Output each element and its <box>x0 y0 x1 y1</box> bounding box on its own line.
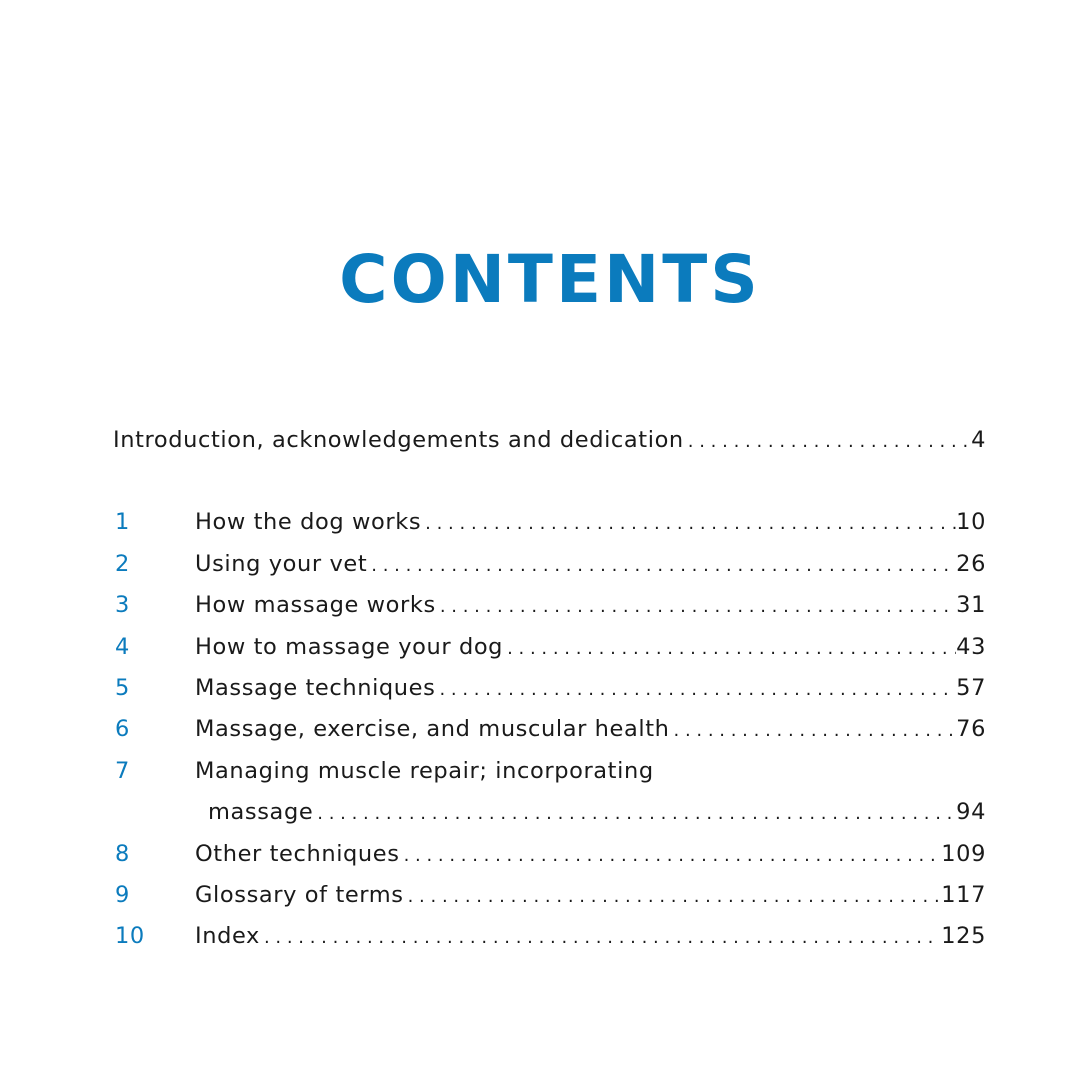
toc-page-number: 109 <box>941 840 986 867</box>
dot-leader <box>313 793 956 833</box>
chapter-title: Other techniques <box>195 840 400 867</box>
chapter-number: 3 <box>115 592 130 619</box>
toc-entry-chapter-7[interactable] <box>113 751 986 792</box>
chapter-number: 6 <box>115 716 130 743</box>
chapter-title: Managing muscle repair; incorporating <box>195 757 654 784</box>
chapter-title: Glossary of terms <box>195 881 404 908</box>
toc-entry-chapter-5[interactable] <box>113 668 986 709</box>
chapter-number: 5 <box>115 674 130 701</box>
chapter-title: Massage, exercise, and muscular health <box>195 716 670 743</box>
chapter-title: Massage techniques <box>195 674 436 701</box>
dot-leader <box>400 835 942 875</box>
chapter-title: How massage works <box>195 592 436 619</box>
toc-entry-chapter-1[interactable] <box>113 502 986 543</box>
toc-page-number: 117 <box>941 881 986 908</box>
chapter-title: Using your vet <box>195 550 368 577</box>
toc-entry-introduction[interactable] <box>113 420 986 461</box>
toc-entry-chapter-8[interactable] <box>113 834 986 875</box>
dot-leader <box>436 586 956 626</box>
table-of-contents <box>113 420 986 958</box>
toc-page-number: 31 <box>956 592 986 619</box>
toc-entry-label: Introduction, acknowledgements and dedication <box>113 427 684 453</box>
chapter-number: 2 <box>115 550 130 577</box>
chapter-title: How the dog works <box>195 509 422 536</box>
chapter-number: 8 <box>115 840 130 867</box>
toc-entry-chapter-10[interactable] <box>113 916 986 957</box>
dot-leader <box>367 545 956 585</box>
toc-page-number: 43 <box>956 633 986 660</box>
toc-entry-chapter-6[interactable] <box>113 709 986 750</box>
dot-leader <box>503 628 956 668</box>
chapter-title: Index <box>195 923 260 950</box>
dot-leader <box>670 710 957 750</box>
page-title: CONTENTS <box>339 241 761 318</box>
chapter-number: 1 <box>115 509 130 536</box>
toc-entry-chapter-2[interactable] <box>113 544 986 585</box>
toc-page-number: 94 <box>956 799 986 826</box>
dot-leader <box>404 876 942 916</box>
chapter-number: 4 <box>115 633 130 660</box>
toc-entry-chapter-4[interactable] <box>113 627 986 668</box>
toc-page-number: 10 <box>956 509 986 536</box>
toc-page-number: 57 <box>956 674 986 701</box>
chapter-number: 7 <box>115 757 130 784</box>
dot-leader <box>435 669 956 709</box>
toc-page-number: 125 <box>941 923 986 950</box>
chapter-title-continued: massage <box>208 799 314 826</box>
toc-entry-chapter-9[interactable] <box>113 875 986 916</box>
toc-entry-chapter-7-continued[interactable] <box>113 792 986 833</box>
chapter-title: How to massage your dog <box>195 633 504 660</box>
toc-page-number: 76 <box>956 716 986 743</box>
toc-entry-chapter-3[interactable] <box>113 585 986 626</box>
dot-leader <box>684 421 971 461</box>
chapter-number: 10 <box>115 923 145 950</box>
chapter-number: 9 <box>115 881 130 908</box>
toc-page-number: 4 <box>971 427 986 453</box>
dot-leader <box>421 503 956 543</box>
dot-leader <box>260 917 941 957</box>
toc-page-number: 26 <box>956 550 986 577</box>
